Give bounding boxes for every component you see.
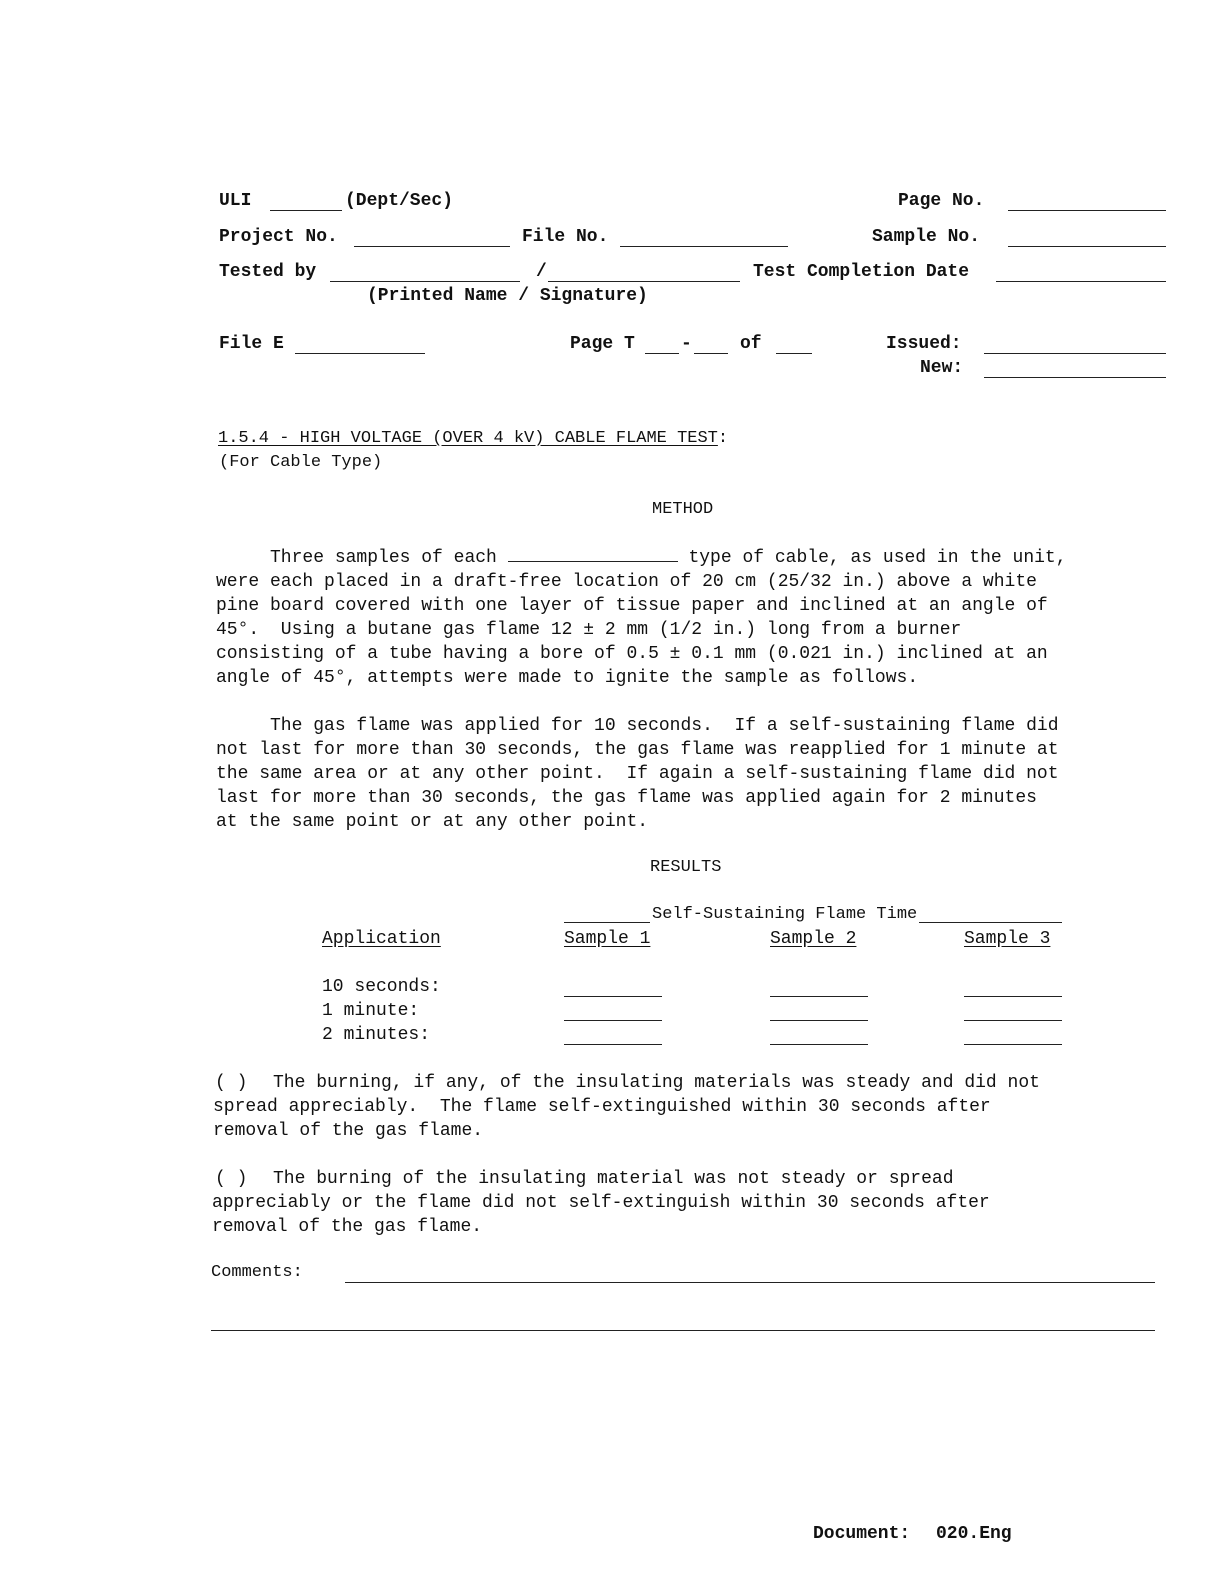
method-heading: METHOD <box>652 500 714 519</box>
page-t-field-2[interactable] <box>694 353 728 354</box>
method-p2-line: last for more than 30 seconds, the gas flame was applied again for 2 minutes <box>216 788 1037 808</box>
method-paragraph-1 <box>216 546 1176 690</box>
uli-label: ULI <box>219 191 252 211</box>
sample-no-label: Sample No. <box>872 227 981 247</box>
method-p1-line: angle of 45°, attempts were made to ignite the sample as follows. <box>216 668 919 688</box>
page-t-dash: - <box>681 334 692 354</box>
uli-field[interactable] <box>270 210 342 211</box>
col-sample-1: Sample 1 <box>564 929 651 949</box>
result-10s-sample-2[interactable] <box>770 996 868 997</box>
section-title-text: 1.5.4 - HIGH VOLTAGE (OVER 4 kV) CABLE FLAME TEST <box>218 429 718 448</box>
option-2-text-cont <box>212 1191 1172 1239</box>
file-e-label: File E <box>219 334 284 354</box>
results-group-header: Self-Sustaining Flame Time <box>652 905 918 924</box>
row-label-10-seconds: 10 seconds: <box>322 977 441 997</box>
method-p2-line: not last for more than 30 seconds, the gas flame was reapplied for 1 minute at <box>216 740 1059 760</box>
result-1m-sample-3[interactable] <box>964 1020 1062 1021</box>
method-p1-line: were each placed in a draft-free location of 20 cm (25/32 in.) above a white <box>216 572 1037 592</box>
issued-field[interactable] <box>984 353 1166 354</box>
new-label: New: <box>920 358 964 378</box>
option-1-text <box>273 1071 1173 1095</box>
tested-by-signature-field[interactable] <box>548 281 740 282</box>
method-p2-line: at the same point or at any other point. <box>216 812 649 832</box>
project-no-label: Project No. <box>219 227 338 247</box>
tested-by-label: Tested by <box>219 262 317 282</box>
page-no-label: Page No. <box>898 191 985 211</box>
sample-no-field[interactable] <box>1008 246 1166 247</box>
option-2-line: appreciably or the flame did not self-extinguish within 30 seconds after <box>212 1193 990 1213</box>
option-1-line: The burning, if any, of the insulating materials was steady and did not <box>273 1073 1040 1093</box>
option-2-line: removal of the gas flame. <box>212 1217 483 1237</box>
comments-label: Comments: <box>211 1263 303 1282</box>
option-2-text <box>273 1167 1173 1191</box>
row-label-2-minutes: 2 minutes: <box>322 1025 431 1045</box>
option-2-line: The burning of the insulating material was not steady or spread <box>273 1169 954 1189</box>
printed-name-signature-caption: (Printed Name / Signature) <box>367 286 648 306</box>
result-1m-sample-2[interactable] <box>770 1020 868 1021</box>
test-completion-date-label: Test Completion Date <box>753 262 970 282</box>
col-sample-3: Sample 3 <box>964 929 1051 949</box>
section-title <box>218 428 728 450</box>
method-p1-line: 45°. Using a butane gas flame 12 ± 2 mm (1/2 in.) long from a burner <box>216 620 962 640</box>
dept-sec-label: (Dept/Sec) <box>345 191 454 211</box>
result-10s-sample-1[interactable] <box>564 996 662 997</box>
name-signature-separator: / <box>536 262 547 282</box>
file-no-field[interactable] <box>620 246 788 247</box>
method-p1-line: pine board covered with one layer of tissue paper and inclined at an angle of <box>216 596 1048 616</box>
method-p2-line: the same area or at any other point. If again a self-sustaining flame did not <box>216 764 1059 784</box>
option-2-checkbox[interactable]: ( ) <box>215 1169 248 1189</box>
page-total-field[interactable] <box>776 353 812 354</box>
method-p1-text-end: type of cable, as used in the unit, <box>677 548 1067 568</box>
tested-by-name-field[interactable] <box>330 281 520 282</box>
new-field[interactable] <box>984 377 1166 378</box>
method-paragraph-2 <box>216 714 1176 834</box>
option-1-line: removal of the gas flame. <box>213 1121 484 1141</box>
row-label-1-minute: 1 minute: <box>322 1001 420 1021</box>
col-application: Application <box>322 929 441 949</box>
comments-field-line-1[interactable] <box>345 1282 1155 1283</box>
option-1-text-cont <box>213 1095 1173 1143</box>
method-p1-line: consisting of a tube having a bore of 0.5 ± 0.1 mm (0.021 in.) inclined at an <box>216 644 1048 664</box>
issued-label: Issued: <box>886 334 962 354</box>
section-title-colon: : <box>717 429 729 448</box>
option-1-checkbox[interactable]: ( ) <box>215 1073 248 1093</box>
method-p2-line: The gas flame was applied for 10 seconds. If a self-sustaining flame did <box>216 716 1059 736</box>
of-label: of <box>740 334 762 354</box>
page-no-field[interactable] <box>1008 210 1166 211</box>
document-label: Document: <box>813 1524 911 1544</box>
col-sample-2: Sample 2 <box>770 929 857 949</box>
result-1m-sample-1[interactable] <box>564 1020 662 1021</box>
result-2m-sample-1[interactable] <box>564 1044 662 1045</box>
method-p1-line <box>216 546 1176 570</box>
comments-field-line-2[interactable] <box>211 1330 1155 1331</box>
cable-type-field[interactable] <box>508 547 678 562</box>
result-2m-sample-2[interactable] <box>770 1044 868 1045</box>
result-10s-sample-3[interactable] <box>964 996 1062 997</box>
page-t-label: Page T <box>570 334 635 354</box>
test-completion-date-field[interactable] <box>996 281 1166 282</box>
file-e-field[interactable] <box>295 353 425 354</box>
method-p1-text-start: Three samples of each <box>216 548 508 568</box>
result-2m-sample-3[interactable] <box>964 1044 1062 1045</box>
option-1-line: spread appreciably. The flame self-extinguished within 30 seconds after <box>213 1097 991 1117</box>
page-t-field-1[interactable] <box>645 353 679 354</box>
document-value: 020.Eng <box>936 1524 1012 1544</box>
file-no-label: File No. <box>522 227 609 247</box>
results-heading: RESULTS <box>650 858 722 877</box>
project-no-field[interactable] <box>354 246 510 247</box>
section-subtitle: (For Cable Type) <box>219 453 383 472</box>
